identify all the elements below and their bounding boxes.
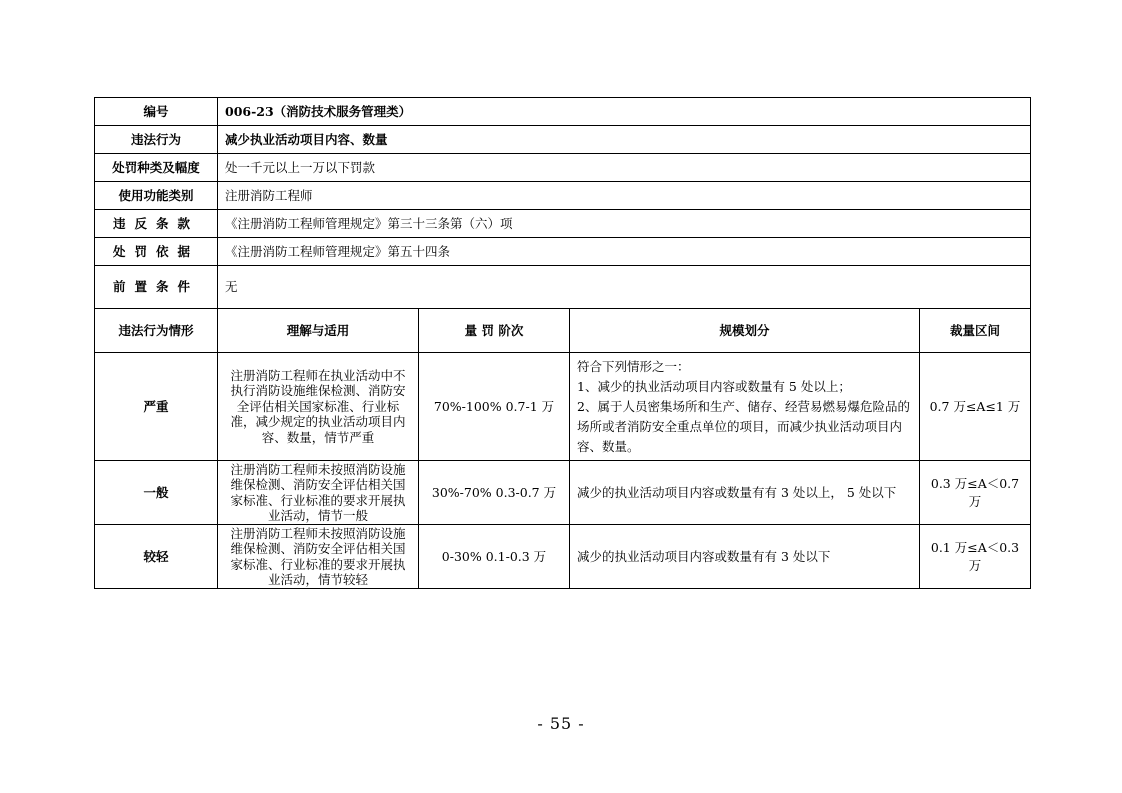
header-range: 裁量区间 [920,309,1031,353]
header-scale: 规模划分 [570,309,920,353]
label-violated-clause: 违反条款 [95,210,218,238]
level-penalty: 0-30% 0.1-0.3 万 [419,525,570,589]
value-precondition: 无 [218,266,1031,309]
level-understanding: 注册消防工程师未按照消防设施维保检测、消防安全评估相关国家标准、行业标准的要求开展执业活动，情节一般 [218,461,419,525]
value-penalty-type: 处一千元以上一万以下罚款 [218,154,1031,182]
scale-line: 符合下列情形之一： [577,358,690,374]
level-understanding: 注册消防工程师在执业活动中不执行消防设施维保检测、消防安全评估相关国家标准、行业标准，减少规定的执业活动项目内容、数量，情节严重 [218,353,419,461]
level-name: 严重 [95,353,218,461]
value-function-category: 注册消防工程师 [218,182,1031,210]
row-id [95,98,1031,126]
header-understanding: 理解与适用 [218,309,419,353]
row-penalty-basis [95,238,1031,266]
label-id: 编号 [95,98,218,126]
level-scale [570,525,920,589]
scale-line: 2、属于人员密集场所和生产、储存、经营易燃易爆危险品的场所或者消防安全重点单位的项目，而减少执业活动项目内容、数量。 [577,398,910,454]
page-number: - 55 - [537,714,585,733]
scale-line: 1、减少的执业活动项目内容或数量有 5 处以上； [577,378,851,394]
level-range: 0.7 万≤A≤1 万 [920,353,1031,461]
level-penalty: 70%-100% 0.7-1 万 [419,353,570,461]
label-function-category: 使用功能类别 [95,182,218,210]
level-understanding: 注册消防工程师未按照消防设施维保检测、消防安全评估相关国家标准、行业标准的要求开展执业活动，情节较轻 [218,525,419,589]
header-penalty-level: 量 罚 阶次 [419,309,570,353]
document-frame [94,97,1030,589]
level-penalty: 30%-70% 0.3-0.7 万 [419,461,570,525]
value-violation: 减少执业活动项目内容、数量 [218,126,1031,154]
row-precondition [95,266,1031,309]
level-scale [570,461,920,525]
row-penalty-type [95,154,1031,182]
value-violated-clause: 《注册消防工程师管理规定》第三十三条第（六）项 [218,210,1031,238]
level-name: 一般 [95,461,218,525]
scale-line: 减少的执业活动项目内容或数量有有 3 处以上， 5 处以下 [577,484,897,500]
level-range: 0.1 万≤A＜0.3 万 [920,525,1031,589]
value-id: 006-23（消防技术服务管理类） [218,98,1031,126]
level-row-general [95,461,1031,525]
label-violation: 违法行为 [95,126,218,154]
row-function-category [95,182,1031,210]
penalty-table [94,97,1031,589]
level-row-minor [95,525,1031,589]
level-scale [570,353,920,461]
scale-line: 减少的执业活动项目内容或数量有有 3 处以下 [577,548,831,564]
label-precondition: 前置条件 [95,266,218,309]
row-violated-clause [95,210,1031,238]
level-row-severe [95,353,1031,461]
level-name: 较轻 [95,525,218,589]
row-violation [95,126,1031,154]
label-penalty-type: 处罚种类及幅度 [95,154,218,182]
level-range: 0.3 万≤A＜0.7 万 [920,461,1031,525]
header-row [95,309,1031,353]
label-penalty-basis: 处罚依据 [95,238,218,266]
value-penalty-basis: 《注册消防工程师管理规定》第五十四条 [218,238,1031,266]
header-circumstance: 违法行为情形 [95,309,218,353]
